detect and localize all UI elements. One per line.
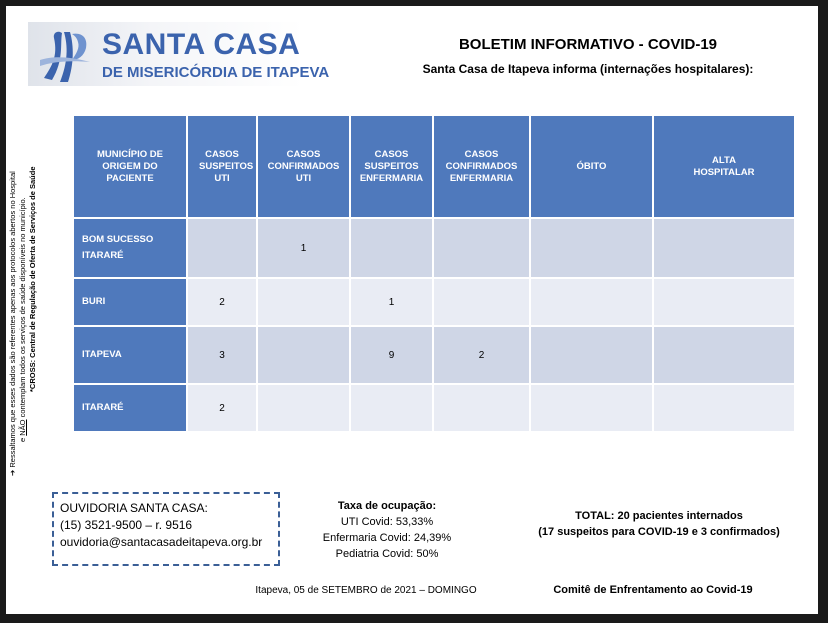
ouvidoria-title: OUVIDORIA SANTA CASA: [60,501,208,515]
header-confirmados-enfermaria [434,116,529,217]
logo-subtitle: DE MISERICÓRDIA DE ITAPEVA [102,64,330,81]
committee-signature: Comitê de Enfrentamento ao Covid-19 [553,584,753,596]
table-cell [188,219,256,277]
row-municipio: BURI [74,279,186,325]
table-cell [531,219,652,277]
table-cell [434,279,529,325]
header-alta [654,116,794,217]
header-suspeitos-enfermaria-label: CASOS SUSPEITOS ENFERMARIA [359,148,424,184]
header-municipio-label: MUNICÍPIO DE ORIGEM DO PACIENTE [97,148,163,184]
total-line-1: TOTAL: 20 pacientes internados [575,510,743,522]
header-confirmados-enfermaria-label: CASOS CONFIRMADOS ENFERMARIA [445,148,518,184]
table-cell: 2 [188,385,256,431]
header-municipio [74,116,186,217]
hospitalization-table [72,114,796,433]
table-cell [258,385,349,431]
bulletin-title: BOLETIM INFORMATIVO - COVID-19 [458,36,718,53]
header-obito [531,116,652,217]
table-cell: 2 [434,327,529,383]
table-cell: 2 [188,279,256,325]
disclaimer-line-2-c: contemplam todos os serviços de saúde disponíveis no município. [18,197,27,420]
ouvidoria-phone[interactable]: (15) 3521-9500 – r. 9516 [60,518,193,532]
row-municipio [74,219,186,277]
occupancy-rates [296,498,478,562]
occupancy-title: Taxa de ocupação: [337,500,437,512]
table-cell: 3 [188,327,256,383]
bulletin-sheet [6,6,818,614]
disclaimer-line-2-a: e [18,435,27,442]
cross-footnote: *CROSS: Central de Regulação de Oferta de Serviços de Saúde [28,166,37,392]
bulletin-subtitle: Santa Casa de Itapeva informa (internações hospitalares): [422,62,754,76]
header-obito-label: ÓBITO [576,160,607,172]
table-cell [654,385,794,431]
table-header-row [74,116,794,217]
table-cell [654,327,794,383]
header-suspeitos-enfermaria [351,116,432,217]
table-cell [258,279,349,325]
total-line-2: (17 suspeitos para COVID-19 e 3 confirmados) [538,526,780,538]
table-row [74,219,794,277]
table-cell [531,385,652,431]
table-cell [654,219,794,277]
header-suspeitos-uti-label: CASOS SUSPEITOS UTI [199,148,254,184]
ouvidoria-email[interactable]: ouvidoria@santacasadeitapeva.org.br [60,535,263,549]
row-municipio-label: BOM SUCESSO ITARARÉ [82,234,154,261]
table-row [74,385,794,431]
table-cell [258,327,349,383]
table-cell: 1 [258,219,349,277]
table-row [74,279,794,325]
table-cell: 9 [351,327,432,383]
header-suspeitos-uti [188,116,256,217]
row-municipio: ITAPEVA [74,327,186,383]
table-cell [351,385,432,431]
row-municipio: ITARARÉ [74,385,186,431]
side-disclaimer [8,116,48,476]
table-cell [434,219,529,277]
occupancy-uti: UTI Covid: 53,33% [340,516,434,528]
table-cell [531,327,652,383]
table-cell [654,279,794,325]
table-cell [434,385,529,431]
disclaimer-line-1: ➔ Ressaltamos que esses dados são referentes apenas aos protocolos abertos no Hospital [8,171,17,476]
table-cell: 1 [351,279,432,325]
header-confirmados-uti [258,116,349,217]
occupancy-enfermaria: Enfermaria Covid: 24,39% [322,532,452,544]
total-summary [494,508,824,540]
header-confirmados-uti-label: CASOS CONFIRMADOS UTI [267,148,340,184]
header-alta-label: ALTA HOSPITALAR [693,154,755,178]
bulletin-date: Itapeva, 05 de SETEMBRO de 2021 – DOMINGO [255,585,477,596]
disclaimer-line-2 [18,116,28,476]
table-cell [531,279,652,325]
table-row [74,327,794,383]
occupancy-pediatria: Pediatria Covid: 50% [335,548,439,560]
table-cell [351,219,432,277]
logo-name: SANTA CASA [102,28,301,61]
hospital-logo [28,22,330,86]
disclaimer-emphasis: NÃO [18,419,27,436]
logo-emblem-icon [38,26,92,84]
ouvidoria-box [52,492,280,566]
